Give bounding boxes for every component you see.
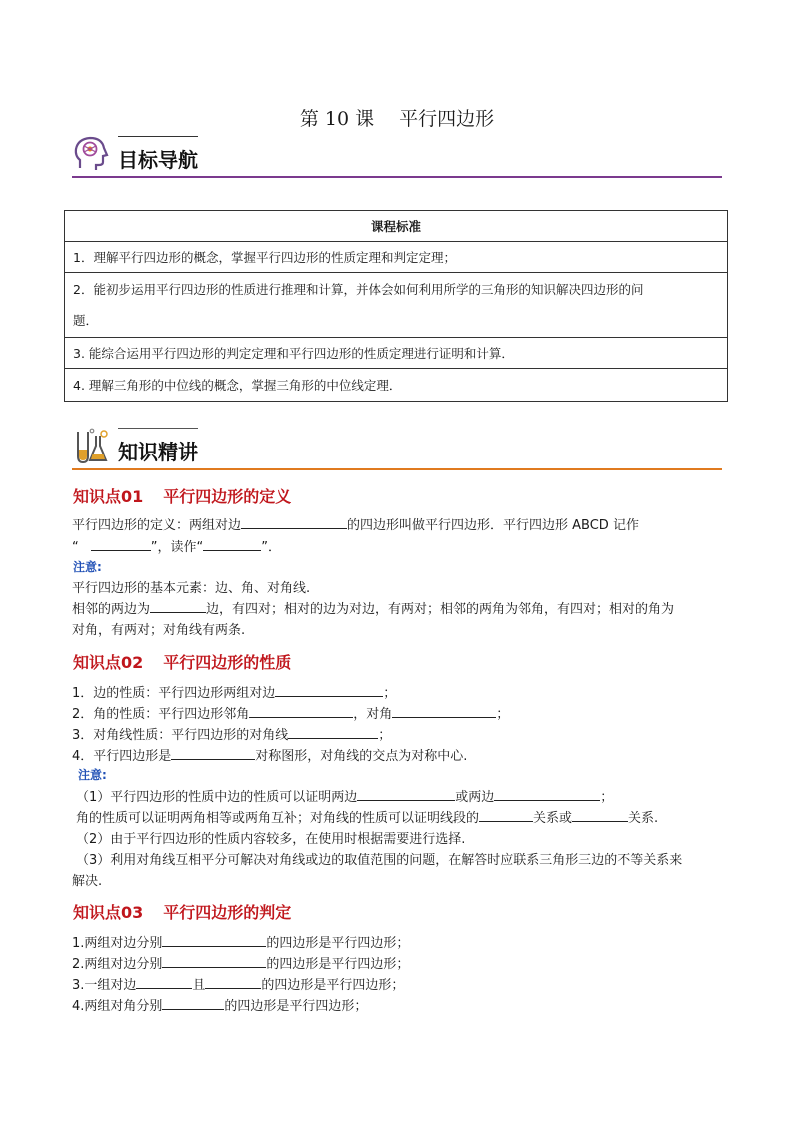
text: 关系.	[628, 811, 659, 826]
fill-blank[interactable]	[494, 786, 600, 801]
note-line: （3）利用对角线互相平分可解决对角线或边的取值范围的问题，在解答时应联系三角形三边的不等关系来	[76, 853, 683, 868]
note-line: （2）由于平行四边形的性质内容较多，在使用时根据需要进行选择.	[76, 832, 466, 847]
text: ；	[600, 790, 614, 805]
note-line: 对角，有两对；对角线有两条.	[72, 623, 246, 638]
criterion-line	[72, 932, 409, 951]
note-line	[76, 786, 613, 805]
knowledge-point-heading	[73, 900, 291, 923]
flask-icon	[72, 426, 112, 466]
header-accent-line	[118, 136, 198, 137]
fill-blank[interactable]	[241, 514, 347, 529]
note-line: 平行四边形的基本元素：边、角、对角线.	[72, 581, 311, 596]
text: 的四边形叫做平行四边形．平行四边形 ABCD 记作	[347, 518, 639, 533]
fill-blank[interactable]	[171, 745, 255, 760]
standard-item: 1．理解平行四边形的概念，掌握平行四边形的性质定理和判定定理；	[65, 242, 728, 273]
text: “	[72, 540, 79, 555]
property-line	[72, 682, 396, 701]
section-label: 知识精讲	[118, 440, 198, 464]
section-label: 目标导航	[118, 148, 198, 172]
criterion-line	[72, 995, 367, 1014]
standard-item-line: 2．能初步运用平行四边形的性质进行推理和计算，并体会如何利用所学的三角形的知识解决四边形的问	[73, 282, 644, 297]
text: 边，有四对；相对的边为对边，有两对；相邻的两角为邻角，有四对；相对的角为	[206, 602, 675, 617]
fill-blank[interactable]	[91, 536, 151, 551]
text: ；	[496, 707, 510, 722]
definition-line	[72, 536, 281, 555]
fill-blank[interactable]	[136, 974, 192, 989]
course-standards-table	[64, 210, 728, 402]
text: 的四边形是平行四边形；	[224, 999, 368, 1014]
fill-blank[interactable]	[203, 536, 261, 551]
text: 3．对角线性质：平行四边形的对角线	[72, 728, 289, 743]
fill-blank[interactable]	[275, 682, 383, 697]
standard-item-line: 题．	[73, 313, 99, 328]
text: 的四边形是平行四边形；	[266, 957, 410, 972]
fill-blank[interactable]	[392, 703, 496, 718]
knowledge-point-heading	[73, 650, 291, 673]
fill-blank[interactable]	[479, 807, 533, 822]
note-line	[72, 598, 674, 617]
text: 相邻的两边为	[72, 602, 151, 617]
fill-blank[interactable]	[150, 598, 206, 613]
text: 且	[192, 978, 206, 993]
knowledge-point-heading	[73, 484, 291, 507]
text: ；	[383, 686, 397, 701]
section-header-goals	[72, 134, 722, 178]
standard-item: 3. 能综合运用平行四边形的判定定理和平行四边形的性质定理进行证明和计算．	[65, 338, 728, 369]
text: 4．平行四边形是	[72, 749, 172, 764]
text: 对称图形，对角线的交点为对称中心.	[255, 749, 468, 764]
kp-number: 知识点01	[73, 487, 144, 506]
note-line: 解决.	[72, 874, 103, 889]
kp-title: 平行四边形的性质	[163, 653, 292, 672]
fill-blank[interactable]	[357, 786, 455, 801]
fill-blank[interactable]	[162, 953, 266, 968]
text: ”．	[261, 540, 281, 555]
kp-title: 平行四边形的判定	[163, 903, 292, 922]
text: 的四边形是平行四边形；	[266, 936, 410, 951]
property-line	[72, 703, 509, 722]
fill-blank[interactable]	[162, 995, 224, 1010]
kp-title: 平行四边形的定义	[163, 487, 292, 506]
text: 2．角的性质：平行四边形邻角	[72, 707, 250, 722]
page-title: 第 10 课 平行四边形	[299, 108, 495, 130]
brain-head-icon	[72, 134, 112, 174]
criterion-line	[72, 974, 404, 993]
text: 角的性质可以证明两角相等或两角互补；对角线的性质可以证明线段的	[76, 811, 480, 826]
fill-blank[interactable]	[249, 703, 353, 718]
section-rule	[72, 468, 722, 470]
text: （1）平行四边形的性质中边的性质可以证明两边	[76, 790, 358, 805]
text: 4.两组对角分别	[72, 999, 163, 1014]
section-header-knowledge	[72, 426, 722, 470]
note-line	[76, 807, 658, 826]
text: 1.两组对边分别	[72, 936, 163, 951]
table-header: 课程标准	[65, 211, 728, 242]
text: 关系或	[533, 811, 573, 826]
fill-blank[interactable]	[288, 724, 378, 739]
text: 1．边的性质：平行四边形两组对边	[72, 686, 276, 701]
text: 或两边	[455, 790, 495, 805]
note-label: 注意:	[73, 560, 102, 574]
note-label: 注意:	[78, 768, 107, 782]
property-line	[72, 745, 467, 764]
text: 3.一组对边	[72, 978, 137, 993]
standard-item	[65, 273, 728, 338]
standard-item: 4. 理解三角形的中位线的概念，掌握三角形的中位线定理．	[65, 369, 728, 402]
text: 2.两组对边分别	[72, 957, 163, 972]
text: ，对角	[353, 707, 393, 722]
fill-blank[interactable]	[162, 932, 266, 947]
text: ；	[378, 728, 392, 743]
property-line	[72, 724, 391, 743]
fill-blank[interactable]	[205, 974, 261, 989]
kp-number: 知识点02	[73, 653, 144, 672]
fill-blank[interactable]	[572, 807, 628, 822]
section-rule	[72, 176, 722, 178]
text: 的四边形是平行四边形；	[261, 978, 405, 993]
definition-line	[72, 514, 639, 533]
kp-number: 知识点03	[73, 903, 144, 922]
header-accent-line	[118, 428, 198, 429]
text: ”，读作“	[150, 540, 204, 555]
criterion-line	[72, 953, 409, 972]
text: 平行四边形的定义：两组对边	[72, 518, 242, 533]
